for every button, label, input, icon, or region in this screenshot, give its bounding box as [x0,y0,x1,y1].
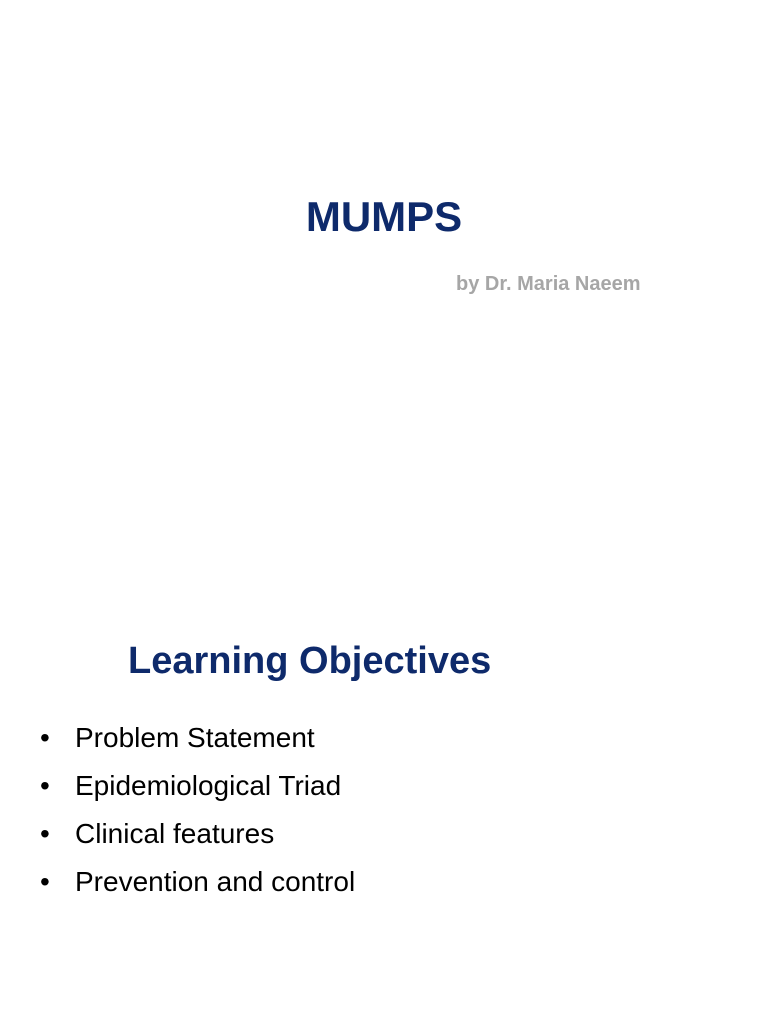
objectives-slide [0,576,768,1024]
list-item-label: Prevention and control [75,866,356,897]
bullet-icon: • [40,818,50,849]
list-item-label: Clinical features [75,818,275,849]
list-item [40,714,355,762]
slide-title: MUMPS [305,193,463,240]
objectives-list [40,714,355,906]
list-item [40,810,355,858]
list-item-label: Problem Statement [75,722,315,753]
list-item-label: Epidemiological Triad [75,770,342,801]
bullet-icon: • [40,722,50,753]
slide-subtitle: by Dr. Maria Naeem [456,273,641,295]
list-item [40,762,355,810]
list-item [40,858,355,906]
bullet-icon: • [40,866,50,897]
objectives-heading: Learning Objectives [128,640,492,682]
bullet-icon: • [40,770,50,801]
